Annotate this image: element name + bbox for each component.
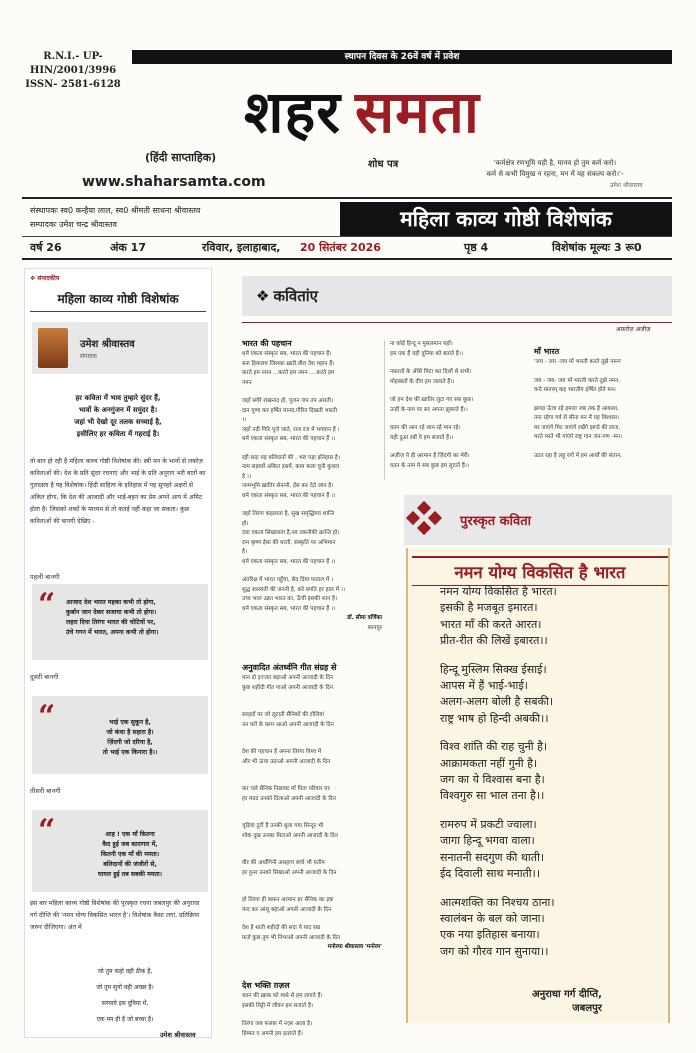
poem-line: तिरंगा जब फलक में नज़र आता है।	[242, 1021, 313, 1027]
editorial-outro: इस बार महिला काव्य गोष्ठी विशेषांक की पुरस्कृत रचना जबलपुर की अनुराधा गर्ग दीप्ति की 'नमन योग्य विकसित भारत है'। विशेषांक कैसा लगा, प्रतिक्रिया जरूर दीजिएगा। अंत में	[30, 900, 200, 931]
award-poem-line	[440, 883, 660, 895]
award-poem-line: प्रीत-रीत की लिखें इबारत।।	[440, 634, 548, 648]
newspaper-logo	[244, 80, 480, 144]
award-poem-line	[440, 727, 660, 739]
poem-desh-bhakti-ghazal	[242, 980, 382, 1039]
poem-line: धर्म एकता संस्कृत सब, भारत की पहचान हैं ।।	[242, 436, 336, 442]
poem-line: मान दो इज्जत बढ़ाओ अपनी आजादी के दिन	[242, 675, 334, 681]
issn-line: ISSN- 2581-6128	[25, 79, 121, 90]
poem-line	[242, 841, 382, 850]
poem-title: माँ भारत	[534, 347, 560, 356]
poem-line	[242, 739, 382, 748]
quote-line: कैद हुई जब कारागार में,	[102, 841, 158, 848]
poem-line: वन्दे मातरम् कह भारतीय हर्षित होते मन।	[534, 387, 616, 393]
award-poem-title: नमन योग्य विकसित है भारत	[412, 556, 668, 586]
poem-line: मरते मरते भी गाएंगे राष्ट्र गान जन-गण -मन।	[534, 434, 623, 440]
editorial-title: महिला काव्य गोष्ठी विशेषांक	[30, 290, 206, 312]
award-poem-line: आक्रामकता नहीं गुनी है।	[440, 756, 538, 770]
poem-line: धर्म एकता संस्कृत सब, भारत की पहचान हैं।	[242, 351, 332, 357]
poem-line	[242, 1011, 382, 1020]
poem-line: इसीलिए हर कविता में गहराई है।	[76, 430, 160, 438]
award-poem-line: राष्ट्र भाष हो हिन्दी अबकी।।	[440, 711, 549, 725]
poet-name-afroz: अफ़रोज़ अज़ीज़	[616, 326, 651, 333]
poem-line: जहां भी देखो दूर तलक सच्चाई है,	[74, 418, 162, 426]
poem-line: वतन की ख़ाक को माथे से हम लगाते हैं।	[242, 993, 323, 999]
poem-line: फ़र्ज़ कुछ तुम भी निभाओ अपनी आजादी के दिन	[242, 934, 341, 941]
poem-line: दान पुण्य कर हर्षित मानव,गौरित दिखती भारती	[242, 407, 337, 414]
award-poem-line: जग को गौरव गान सुनाया।।	[440, 944, 549, 958]
poem-line: देश की पहचान है अपना तिरंगा विश्व में	[242, 749, 322, 755]
quote-line: आह ! एक माँ कितना	[105, 831, 155, 838]
poem-line: करते हम नमन ...करते हम नमन ....करते हम	[242, 370, 335, 376]
poem-azadi-ke-din	[242, 662, 382, 953]
quote-line: 'कर्मक्षेत्र रणभूमि यही है, मानव हो तुम कर्म करो।	[493, 159, 617, 167]
poem-line: रही सदा यह बलिदानों की , भरा पड़ा इतिहास है।	[242, 454, 341, 461]
poem-line	[534, 396, 674, 405]
poet-city: जबलपुर	[572, 1003, 602, 1014]
poem-line: 'जय - जय -जय माँ भारती करते तुझे नमन'	[534, 359, 622, 365]
poems-header	[256, 286, 318, 306]
quote-mark-icon: “	[38, 587, 56, 622]
poem-line	[242, 388, 382, 397]
award-header-box	[404, 495, 672, 545]
founders-line: संस्थापकः स्व0 कन्हैया लाल, स्व0 श्रीमती साधना श्रीवास्तव	[30, 206, 201, 215]
poem-line: उच्च भाल उन्नत भारत का, ऊँची इसकी शान है।	[242, 596, 338, 602]
poet-name: मनोरमा श्रीवास्तव 'मनोरम'	[327, 944, 382, 950]
divider	[242, 322, 672, 323]
poem-line	[242, 804, 382, 813]
poem-line: बना हिमालय जिसका ख़ारी,वीरा देश महान हैं।	[242, 360, 335, 367]
founders-block	[30, 204, 200, 232]
poem-line	[390, 387, 530, 396]
logo-word-samta: समता	[354, 78, 480, 146]
poem-line	[242, 813, 382, 822]
poem-line: ना कोई हिन्दू न मुसलमान यहाँ।	[390, 341, 453, 347]
poem-line: हो।	[242, 520, 249, 527]
editor-line: सम्पादकः उमेश चन्द्र श्रीवास्तव	[30, 220, 117, 229]
quote-line: जो कंधा है सहारा है।	[106, 729, 154, 736]
award-poem-line: ईद दिवाली साथ मनाती।।	[440, 867, 540, 881]
avatar	[38, 328, 68, 368]
quote-line: कितनी एक माँ की ममता।	[100, 851, 160, 858]
poem-line: देश है थाती शहीदों की सदा ये याद रख	[242, 925, 320, 931]
poem-line: और भी ऊंचा उठाओ अपनी आजादी के दिन	[242, 758, 331, 765]
rni-block	[18, 50, 128, 92]
award-poet	[532, 988, 602, 1016]
poem-line: कुछ शहीदी गीत गाओ अपनी आजादी के दिन	[242, 684, 333, 691]
poem-line: मोहब्बतों के दीप हम जलाते हैं।।	[390, 378, 455, 385]
poem-line	[534, 443, 674, 452]
award-poem-line: जागा हिन्दू भगवा वाला।	[440, 834, 535, 848]
editorial-signature: उमेश श्रीवास्तव	[160, 1031, 196, 1039]
award-poem-line: रामरुप में प्रकटी ज्वाला।	[440, 817, 537, 831]
poem-line	[242, 878, 382, 887]
poem-line	[242, 501, 382, 510]
award-poem-line: अलग-अलग बोली है सबकी।	[440, 695, 554, 709]
award-poem-line: हिन्दू मुस्लिम सिक्ख ईसाई।	[440, 662, 547, 676]
poem-line	[242, 693, 382, 702]
poem-line: सरमाये इस दुनिया में,	[101, 1000, 149, 1007]
poem-line: धर्म एकता संस्कृत सब, भारत की पहचान हैं ।।	[242, 558, 336, 565]
poem-line: दया एकता सिखलाता है,नव तकनीकी क्रान्ति हो।	[242, 530, 340, 536]
quote-line: उंचे गगन में भारत, अपना कभी तो होगा।	[66, 629, 159, 636]
award-poem-line: आपस में हैं भाई-भाई।	[440, 679, 528, 693]
poem-line: वीर की अर्धांगिनी असहाय बच्चे भी यतीम	[242, 860, 325, 866]
quote-line: भाई एक सुकून है,	[109, 719, 151, 726]
divider	[22, 236, 672, 237]
poem-line	[534, 368, 674, 377]
poem-line: हर हुनर उनको सिखाओ अपनी आजादी के दिन	[242, 869, 337, 876]
poem-line: जहाँ सवेरे शंखनाद हो, पूजन जप तप आरती।	[242, 398, 334, 404]
quote-line: आजाद देश भारत महका कभी तो होगा,	[66, 599, 156, 606]
poem-line: एक मन ही है जो बच्चा है।	[96, 1016, 154, 1023]
poem-line: जो हम देश की ख़ातिर लुटा गए सब कुछ।	[390, 397, 474, 403]
issue-label: अंक 17	[110, 241, 146, 254]
author-name: उमेश श्रीवास्तव	[80, 339, 135, 350]
poem-ghazal-continued	[390, 340, 530, 471]
divider	[22, 258, 672, 260]
poem-line	[390, 443, 530, 452]
poem-line: अंतरिक्ष में भारत पहुँचा, छेद दिया पाताल में ।	[242, 577, 334, 583]
poem-line	[242, 850, 382, 859]
quote-author: उमेश श्रीवास्तव	[610, 182, 643, 189]
poem-line: हो तिरंगा ही कफ़न अरमान हर सैनिक का इक	[242, 897, 334, 903]
poem-line: जहाँ तिरंगा कहलाता है, सुख समृद्धिमय शान्ति	[242, 511, 335, 517]
poem-line: शुद्ध सरस्वती की जननी है, करे प्रगति हर हाल में ।।	[242, 586, 345, 593]
poem-line	[242, 445, 382, 454]
award-poem-text	[440, 584, 660, 960]
award-poem-line: आत्मशक्ति का निश्चय ठाना।	[440, 895, 555, 909]
poem-title: देश भक्ति ग़ज़ल	[242, 981, 290, 990]
quote-mark-icon: “	[38, 813, 56, 848]
poet-name: डॉ. सीमा वर्णिका	[347, 615, 382, 621]
poem-line	[242, 776, 382, 785]
divider	[22, 197, 672, 199]
quote-line: ज़िंदगी जो दरिया है,	[107, 739, 153, 746]
poem-line: भावों के अनगुंजन में समुंदर है।	[78, 406, 158, 414]
issue-info-bar	[30, 240, 672, 256]
poems-title: कवितांए	[273, 287, 318, 305]
sample-label-1: पहली बानगी	[30, 573, 60, 581]
anniversary-banner: स्थापन दिवस के 26वें वर्ष में प्रवेश	[132, 50, 672, 64]
sample-label-3: तीसरी बानगी	[30, 787, 61, 795]
quote-line: लहरा दिया तिरंगा भारत की चोटियों पर,	[66, 619, 156, 626]
website-link[interactable]: www.shaharsamta.com	[82, 174, 266, 190]
poem-line: हिम्मत ए अपनी हम इतराते हैं।	[242, 1030, 303, 1037]
poem-title: अनुवादित अंतर्ध्वनि गीत संग्रह से	[242, 663, 337, 672]
quote-mark-icon: “	[38, 699, 56, 734]
diamond-cluster-icon	[408, 503, 442, 533]
poem-line: उन्हीं के नाम पर सर अपना झुकाते हैं।।	[390, 406, 468, 413]
poem-line: जन्मभूमि ख़ातिर सेनानी, हँस कर देते जान है।	[242, 483, 334, 489]
quote-text-3	[60, 830, 200, 880]
award-poem-line: सनातनी सदगुण की थाती।	[440, 850, 544, 864]
poem-line	[390, 359, 530, 368]
special-issue-banner: महिला काव्य गोष्ठी विशेषांक	[340, 202, 672, 236]
column-divider	[384, 340, 385, 480]
poem-bharat-ki-pehchan	[242, 338, 382, 633]
closing-poem	[60, 964, 190, 1028]
poem-line: याद कर आंसू बहाओ अपनी आजादी के दिन	[242, 906, 332, 913]
poem-line: तना रहेगा गर्व से सीना मन में यह विश्वास।	[534, 415, 620, 421]
weekly-label: (हिंदी साप्ताहिक)	[145, 151, 217, 164]
poet-city: कानपुर	[367, 624, 382, 631]
poem-line: उठत रहा है लहू रगों में हम आर्यों की संतान,	[534, 452, 622, 459]
poem-line	[390, 415, 530, 424]
poem-line: नमन	[242, 379, 252, 386]
award-poem-line: नमन योग्य विकसित है भारत।	[440, 585, 557, 598]
award-poem-line: विश्व शांति की राह चुनी है।	[440, 740, 548, 754]
poem-line: जो तुम सुनो वही अच्छा है।	[96, 984, 154, 991]
year-label: वर्ष 26	[30, 241, 62, 254]
poem-line	[242, 887, 382, 896]
poem-line: शोक दुख उनका मिटाओ अपनी आजादी के दिन	[242, 832, 338, 839]
poet-name: अनुराधा गर्ग दीप्ति,	[532, 989, 602, 1000]
poem-line: नफ़रतों के अँधेरे मिटा कर दिलों से सभी।	[390, 369, 472, 375]
quote-line: घायल हुई तब सबकी ममता।	[98, 871, 162, 878]
poem-line: हम एक हैं यही दुनिया को बताते हैं।।	[390, 350, 463, 357]
poem-line: धर्म एकता संस्कृत सब, भारत की पहचान हैं ।।	[242, 492, 336, 499]
quote-line: तो भाई एक किनारा है।।	[102, 749, 158, 756]
award-label: पुरस्कृत कविता	[460, 514, 532, 529]
poem-line: राम कृष्ण ईसा की धरती, संस्कृति पर अभिमान	[242, 539, 336, 546]
date-label: 20 सितंबर 2026	[300, 241, 381, 254]
award-poem-line: स्वालंबन के बल को जाना।	[440, 911, 545, 925]
poem-line: सरहदों पर जो लुटाती सैनिकों की टोलियां	[242, 712, 324, 718]
poem-line: हर मदद उनको दिलाओ अपनी आजादी के दिन	[242, 795, 336, 802]
diamond-icon: ❖	[256, 287, 270, 305]
award-poem-line: भारत माँ की करते आरत।	[440, 617, 542, 631]
award-poem-line: जग का ये विश्वास बना है।	[440, 773, 545, 787]
poem-line: यही दुआ रबों ये हम सजाते हैं।।	[390, 434, 454, 441]
author-role: संपादक	[80, 353, 97, 360]
poem-line: कर चले सैनिक निछावर माँ पिता परिवार घर	[242, 786, 330, 792]
poem-line: उन घरों के काम आओ अपनी आजादी के दिन	[242, 721, 334, 728]
poem-title: भारत की पहचान	[242, 339, 292, 348]
poem-line: मर जाएंगे मिट जाएंगे रखेंगे झण्डे की लाज,	[534, 424, 621, 431]
rni-line: HIN/2001/3996	[29, 65, 117, 76]
award-poem-line	[440, 650, 660, 662]
poem-line: वतन के नाम ये सब कुछ हम लुटाते हैं।।	[390, 462, 470, 469]
poem-line: है ।।	[242, 473, 251, 480]
rni-line: R.N.I.- UP-	[43, 51, 103, 62]
poem-line	[242, 915, 382, 924]
quote-text-1	[66, 598, 206, 638]
award-poem-line: विश्वगुरु सा भाल तना है।।	[440, 789, 545, 803]
shodh-patra-label: शोध पत्र	[368, 159, 399, 170]
poem-line: चूड़ियां टूटीं हैं उनकी धुला गया सिन्दूर भी	[242, 823, 324, 829]
quote-line: बलिदानों की जंजीरों से,	[103, 861, 157, 868]
poem-line: है।	[242, 549, 248, 555]
poem-line	[242, 730, 382, 739]
quote-text-2	[60, 718, 200, 758]
poem-line: वतन की आन रहे शान रहे मान रहे।	[390, 425, 461, 431]
editorial-intro: तो बात हो रही है महिला काव्य गोष्ठी विशेषांक की। स्त्री मन के भावों से लबरेज़ कविताओं की। देश के प्रति सुंदर रचनाएं और भाई के प्रति अनुराग भरी बातों का गुलदस्ता है यह विशेषांक। हिंदी साहित्य के इतिहास में यह सुनहरे अक्षरों से अंकित होगा, कि देश की आजादी और भाई-बहन का प्रेम अपने आप में अमिट होता है। जिसको शब्दों के माध्यम से तो कतई नहीं कहा जा सकता। कुछ कविताओं की बानगी देखिए -	[30, 458, 206, 525]
poem-line: इसकी मिट्टी में जीवन हम सजाते हैं।	[242, 1002, 314, 1009]
poem-line: धर्म एकता संस्कृत सब, भारत की पहचान हैं ।।	[242, 605, 336, 612]
quote-line: कर्म से कभी विमुख न रहना, मन में यह संकल्प करो।'-	[486, 170, 624, 178]
poem-line	[242, 767, 382, 776]
poem-line: जो तुम कहो वही ठीक है,	[97, 968, 153, 975]
page-label: पृष्ठ 4	[464, 241, 489, 254]
poem-line: नाम सहस्त्रों अंकित इसमें, काम कला घुनी कुशल	[242, 464, 340, 470]
poem-line: हर कविता में भाव तुम्हारे सुंदर हैं,	[75, 394, 161, 402]
place-label: रविवार, इलाहाबाद,	[202, 241, 281, 254]
poem-line	[242, 702, 382, 711]
poem-maa-bharat	[534, 346, 674, 461]
masthead-quote	[430, 158, 680, 180]
poem-line: झण्डा ऊँचा रहे हमारा जब तक है आकाश,	[534, 405, 619, 412]
editorial-tag: ❖ संपादकीय	[30, 275, 60, 282]
sample-label-2: दूसरी बानगी	[30, 673, 59, 681]
award-poem-line: इसकी है मजबूत इमारत।	[440, 601, 538, 615]
poem-line: ।।	[242, 417, 247, 423]
quote-line: कुर्बान जान देकर सजाया कभी तो होगा।	[66, 609, 157, 616]
poem-line: जय - जय- जय माँ भारती करते तुझे नमन,	[534, 377, 621, 384]
poem-line: जहाँ नदी गिरि पूजे जाते, राज रज में भगवान हैं ।	[242, 426, 340, 433]
poem-line	[242, 567, 382, 576]
price-label: विशेषांक मूल्यः 3 रू0	[552, 241, 642, 254]
logo-word-shahar: शहर	[244, 78, 341, 146]
award-poem-line	[440, 805, 660, 817]
poem-line: अज़ीज़ ये ही अरमान है ज़िंदगी का मेरी।	[390, 453, 470, 459]
editorial-poem	[30, 392, 206, 440]
award-poem-line: एक नया इतिहास बनाया।	[440, 928, 540, 942]
